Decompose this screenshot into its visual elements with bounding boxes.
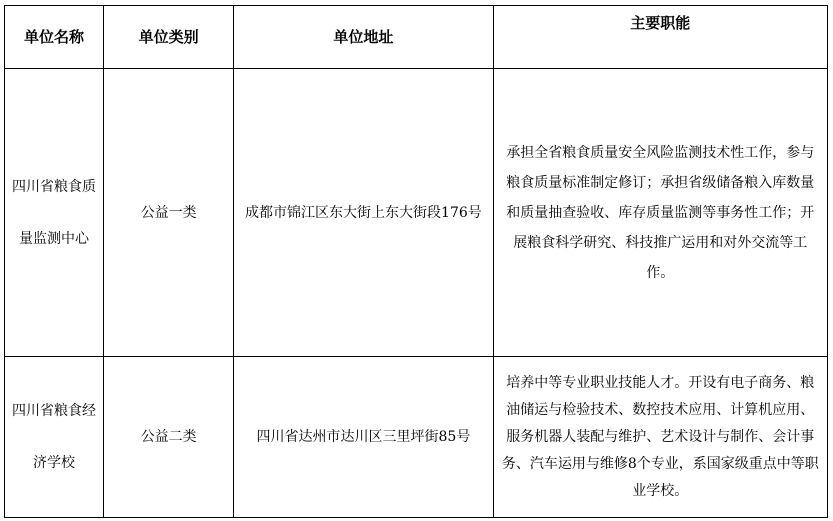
unit-functions-cell [493,69,827,357]
unit-address-cell [234,69,493,357]
unit-functions: 培养中等专业职业技能人才。开设有电子商务、粮油储运与检验技术、数控技术应用、计算机应用、服务机器人装配与维护、艺术设计与制作、会计事务、汽车运用与维修8个专业，系国家级重点中等职业学校。 [501,374,819,499]
unit-address-cell [234,357,493,518]
unit-type: 公益一类 [140,204,197,221]
table-header-row [5,6,828,69]
unit-type-cell [104,357,234,518]
unit-address: 成都市锦江区东大街上东大街段176号 [245,204,482,221]
units-table [4,5,828,518]
unit-name-cell [5,357,104,518]
unit-type-cell [104,69,234,357]
table-row [5,69,828,357]
table-row [5,357,828,518]
unit-type: 公益二类 [140,429,197,445]
unit-address: 四川省达州市达川区三里坪街85号 [256,429,471,445]
header-unit-type: 单位类别 [104,6,234,69]
header-main-functions: 主要职能 [493,6,827,69]
unit-name: 四川省粮食经济学校 [12,403,97,471]
unit-functions-cell [493,357,827,518]
unit-functions: 承担全省粮食质量安全风险监测技术性工作，参与粮食质量标准制定修订；承担省级储备粮入库数量和质量抽查验收、库存质量监测等事务性工作；开展粮食科学研究、科技推广运用和对外交流等工作。 [506,144,815,281]
header-unit-address: 单位地址 [234,6,493,69]
unit-name: 四川省粮食质量监测中心 [12,178,97,247]
header-unit-name: 单位名称 [5,6,104,69]
unit-name-cell [5,69,104,357]
